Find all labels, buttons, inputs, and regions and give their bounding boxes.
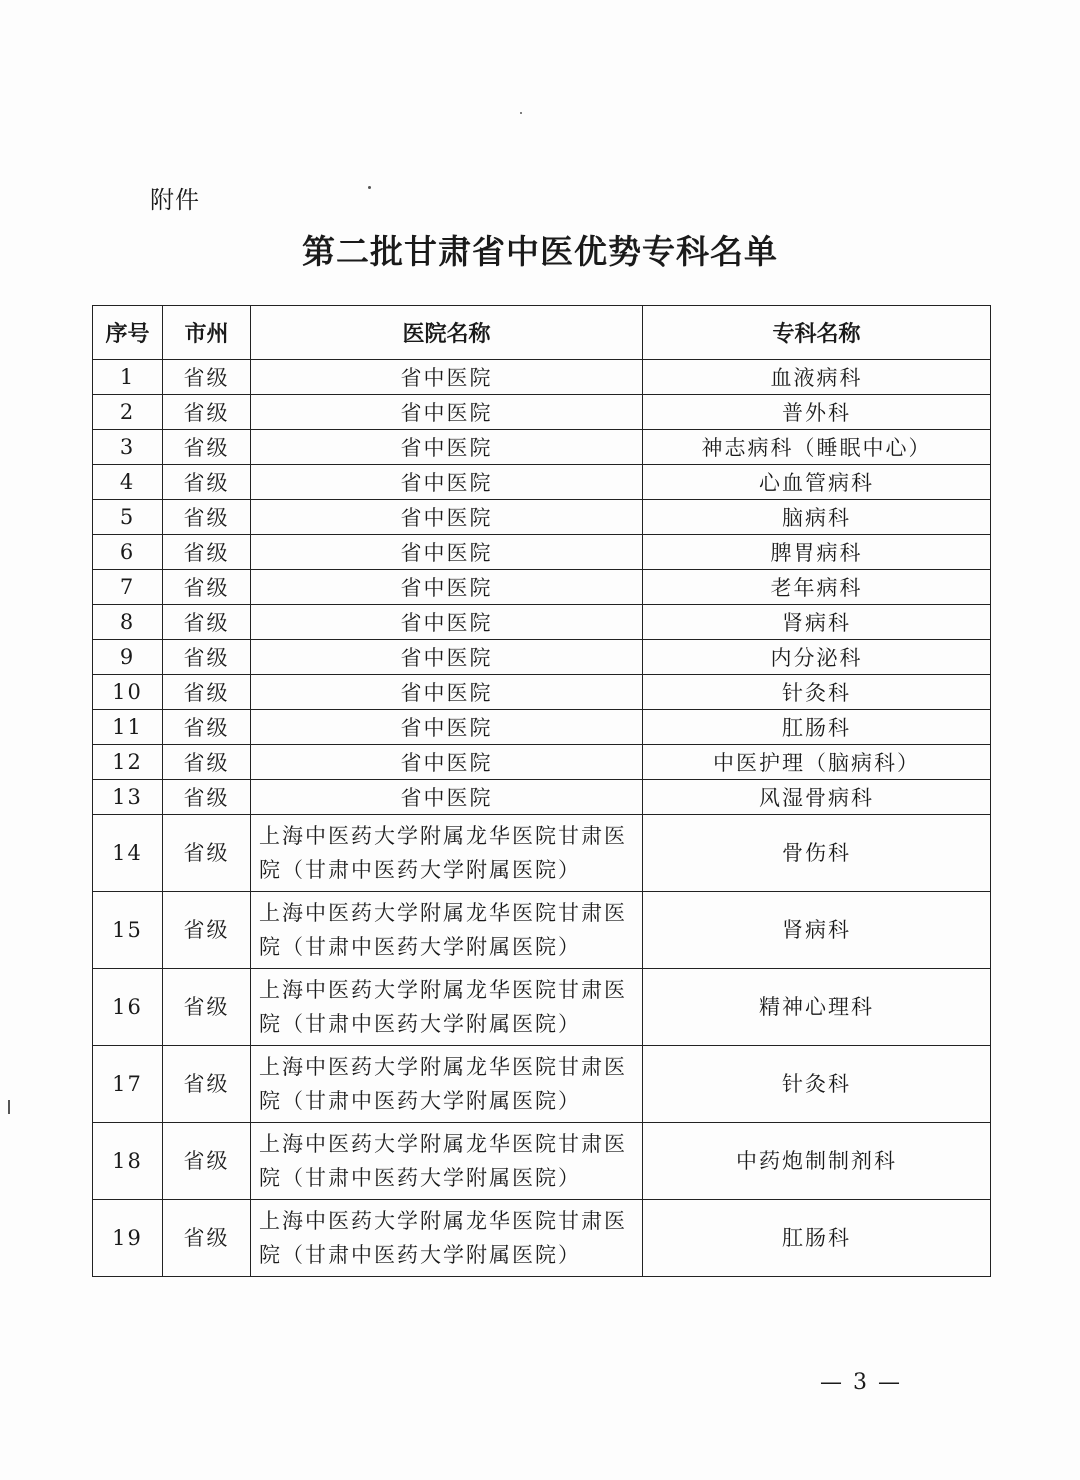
table-row (93, 360, 991, 395)
cell-hospital: 省中医院 (251, 780, 643, 815)
table-row (93, 430, 991, 465)
table-row (93, 675, 991, 710)
scan-speck (8, 1100, 10, 1114)
cell-city: 省级 (163, 1123, 251, 1200)
cell-specialty: 神志病科（睡眠中心） (643, 430, 991, 465)
cell-hospital: 省中医院 (251, 745, 643, 780)
table-row (93, 465, 991, 500)
table-row (93, 969, 991, 1046)
header-serial-number: 序号 (93, 306, 163, 360)
cell-city: 省级 (163, 710, 251, 745)
cell-specialty: 肾病科 (643, 892, 991, 969)
cell-hospital: 省中医院 (251, 465, 643, 500)
cell-specialty: 肛肠科 (643, 710, 991, 745)
cell-serial-number: 16 (93, 969, 163, 1046)
cell-city: 省级 (163, 969, 251, 1046)
cell-specialty: 中药炮制制剂科 (643, 1123, 991, 1200)
cell-city: 省级 (163, 892, 251, 969)
cell-city: 省级 (163, 360, 251, 395)
cell-hospital: 上海中医药大学附属龙华医院甘肃医院（甘肃中医药大学附属医院） (251, 1123, 643, 1200)
cell-serial-number: 4 (93, 465, 163, 500)
cell-city: 省级 (163, 1046, 251, 1123)
scan-speck (368, 186, 371, 189)
table-row (93, 892, 991, 969)
cell-hospital: 省中医院 (251, 640, 643, 675)
cell-serial-number: 10 (93, 675, 163, 710)
cell-specialty: 中医护理（脑病科） (643, 745, 991, 780)
cell-hospital: 上海中医药大学附属龙华医院甘肃医院（甘肃中医药大学附属医院） (251, 1046, 643, 1123)
cell-hospital: 省中医院 (251, 605, 643, 640)
header-hospital-name: 医院名称 (251, 306, 643, 360)
cell-specialty: 针灸科 (643, 675, 991, 710)
table-row (93, 535, 991, 570)
cell-hospital: 上海中医药大学附属龙华医院甘肃医院（甘肃中医药大学附属医院） (251, 969, 643, 1046)
header-specialty-name: 专科名称 (643, 306, 991, 360)
cell-serial-number: 11 (93, 710, 163, 745)
header-city: 市州 (163, 306, 251, 360)
cell-city: 省级 (163, 535, 251, 570)
table-row (93, 815, 991, 892)
cell-hospital: 上海中医药大学附属龙华医院甘肃医院（甘肃中医药大学附属医院） (251, 892, 643, 969)
cell-specialty: 肛肠科 (643, 1200, 991, 1277)
cell-hospital: 省中医院 (251, 360, 643, 395)
cell-specialty: 脾胃病科 (643, 535, 991, 570)
cell-city: 省级 (163, 430, 251, 465)
cell-serial-number: 3 (93, 430, 163, 465)
table-row (93, 780, 991, 815)
cell-hospital: 省中医院 (251, 430, 643, 465)
cell-specialty: 精神心理科 (643, 969, 991, 1046)
cell-serial-number: 6 (93, 535, 163, 570)
cell-hospital: 上海中医药大学附属龙华医院甘肃医院（甘肃中医药大学附属医院） (251, 1200, 643, 1277)
cell-city: 省级 (163, 500, 251, 535)
cell-hospital: 省中医院 (251, 675, 643, 710)
table-row (93, 500, 991, 535)
cell-city: 省级 (163, 640, 251, 675)
cell-city: 省级 (163, 815, 251, 892)
cell-serial-number: 5 (93, 500, 163, 535)
table-header-row (93, 306, 991, 360)
table-row (93, 1200, 991, 1277)
cell-city: 省级 (163, 745, 251, 780)
table-row (93, 395, 991, 430)
cell-specialty: 心血管病科 (643, 465, 991, 500)
cell-specialty: 骨伤科 (643, 815, 991, 892)
cell-hospital: 省中医院 (251, 710, 643, 745)
cell-specialty: 老年病科 (643, 570, 991, 605)
cell-serial-number: 12 (93, 745, 163, 780)
cell-hospital: 省中医院 (251, 395, 643, 430)
cell-hospital: 省中医院 (251, 570, 643, 605)
cell-city: 省级 (163, 570, 251, 605)
cell-serial-number: 1 (93, 360, 163, 395)
attachment-label: 附件 (150, 186, 200, 214)
cell-specialty: 肾病科 (643, 605, 991, 640)
specialty-table (92, 305, 991, 1277)
cell-specialty: 普外科 (643, 395, 991, 430)
cell-serial-number: 2 (93, 395, 163, 430)
cell-specialty: 风湿骨病科 (643, 780, 991, 815)
cell-hospital: 省中医院 (251, 535, 643, 570)
cell-city: 省级 (163, 1200, 251, 1277)
cell-hospital: 省中医院 (251, 500, 643, 535)
cell-serial-number: 18 (93, 1123, 163, 1200)
table-row (93, 1046, 991, 1123)
cell-serial-number: 14 (93, 815, 163, 892)
cell-serial-number: 9 (93, 640, 163, 675)
cell-specialty: 内分泌科 (643, 640, 991, 675)
cell-serial-number: 15 (93, 892, 163, 969)
cell-city: 省级 (163, 465, 251, 500)
cell-serial-number: 7 (93, 570, 163, 605)
cell-city: 省级 (163, 605, 251, 640)
document-title: 第二批甘肃省中医优势专科名单 (302, 232, 778, 271)
page-number: — 3 — (820, 1370, 902, 1395)
cell-serial-number: 8 (93, 605, 163, 640)
table-row (93, 745, 991, 780)
cell-serial-number: 17 (93, 1046, 163, 1123)
table-row (93, 570, 991, 605)
cell-specialty: 脑病科 (643, 500, 991, 535)
cell-serial-number: 19 (93, 1200, 163, 1277)
cell-specialty: 血液病科 (643, 360, 991, 395)
scan-speck (520, 112, 522, 114)
table-row (93, 1123, 991, 1200)
table-row (93, 640, 991, 675)
cell-serial-number: 13 (93, 780, 163, 815)
cell-city: 省级 (163, 780, 251, 815)
table-row (93, 710, 991, 745)
cell-hospital: 上海中医药大学附属龙华医院甘肃医院（甘肃中医药大学附属医院） (251, 815, 643, 892)
cell-specialty: 针灸科 (643, 1046, 991, 1123)
cell-city: 省级 (163, 395, 251, 430)
cell-city: 省级 (163, 675, 251, 710)
table-row (93, 605, 991, 640)
